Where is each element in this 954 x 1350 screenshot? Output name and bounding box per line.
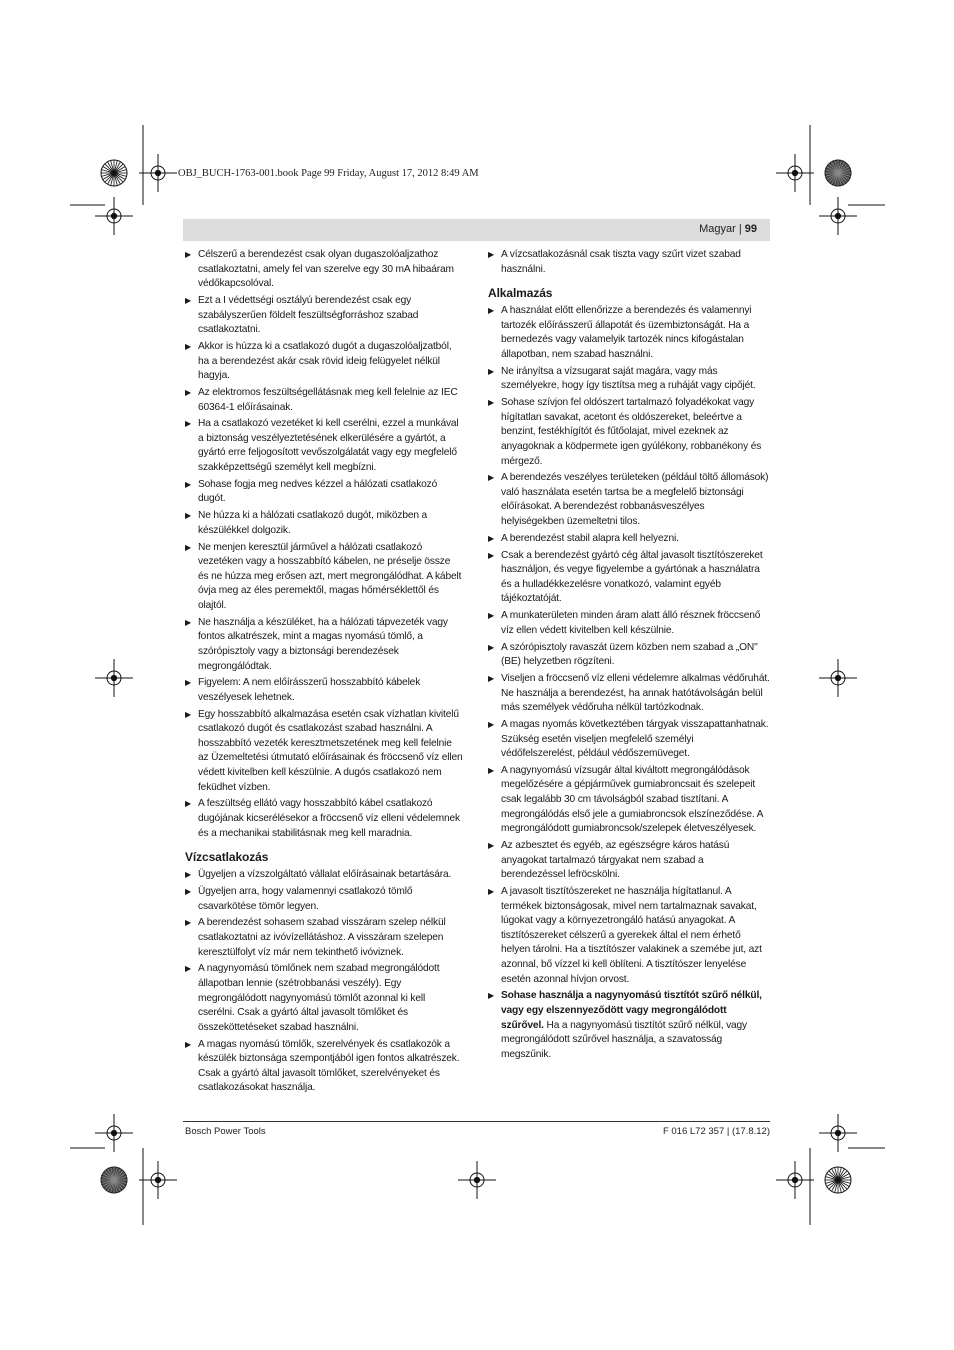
section-heading-usage: Alkalmazás [488,286,553,301]
list-item-text: A magas nyomású tömlők, szerelvények és csatlakozók a készülék biztonsága szempontjából igen fontos alkatrészek. Csak a gyártó által javasolt tömlőket, szerelvényeket és csatlakozásokat használja. [198,1038,460,1094]
footer-code: F 016 L72 357 | (17.8.12) [662,1126,770,1137]
list-item [185,676,463,705]
list-item [488,989,770,1062]
list-item [185,868,463,883]
list-item-text: Ne húzza ki a hálózati csatlakozó dugót, miközben a készülékkel dolgozik. [198,510,428,536]
list-item [185,417,463,475]
list-item-text: A berendezést sohasem szabad visszáram szelep nélkül csatlakoztatni az ivóvízellátáshoz. A visszáram szelepen keresztülfolyt víz már nem tekinthető ivóviznek. [198,917,446,958]
list-item-text: Ha a csatlakozó vezetéket ki kell cserélni, ezzel a munkával a biztonság veszélyeztetésének elkerülésére a gyártót, a gyártó erre feljogosított vevőszolgálatát vagy egy megfelelő szakképzettségű személyt kell megbízni. [198,418,459,474]
list-item [488,549,770,607]
list-item-text: Az azbesztet és egyéb, az egészségre káros hatású anyagokat tartalmazó tárgyakat nem szabad a berendezéssel lefröcskölni. [501,840,730,881]
bullet-arrow-icon: ▶ [488,550,495,560]
section-heading-water-connection: Vízcsatlakozás [185,850,269,865]
list-item-text: Ne használja a készüléket, ha a hálózati tápvezeték vagy fontos alkatrészek, mint a magas nyomású tömlő, a szórópisztoly vagy a biztonsági berendezések megrongálódtak. [198,616,448,672]
header-text [699,223,757,235]
bullet-arrow-icon: ▶ [185,511,192,521]
bullet-arrow-icon: ▶ [488,719,495,729]
bullet-arrow-icon: ▶ [185,542,192,552]
list-item [185,478,463,507]
list-item-text: A nagynyomású tömlőnek nem szabad megrongálódott állapotban lennie (szétrobbanási veszély). Egy megrongálódott nagynyomású tömlőt azonnal ki kell cserélni. Csak a gyártó által javasolt tömlőket és összeköttetéseket szabad használni. [198,963,440,1033]
list-item [185,248,463,292]
list-item-text: A feszültség ellátó vagy hosszabbító kábel csatlakozó dugójának kicserélésekor a fröccsenő víz elleni védelemnek és a mechanikai stabilitásnak meg kell maradnia. [198,798,460,839]
footer-brand: Bosch Power Tools [185,1126,266,1137]
list-item-text: Ezt a I védettségi osztályú berendezést csak egy szabályszerűen földelt feszültségforráshoz szabad csatlakoztatni. [198,294,419,336]
list-item-text: Viseljen a fröccsenő víz elleni védelemre alkalmas védőruhát. Ne használja a berendezést, ha annak hatótávolságán belül más személyek védőruha nélkül tartózkodnak. [501,672,770,714]
list-item [185,541,463,614]
bullet-arrow-icon: ▶ [488,250,495,259]
list-item [185,708,463,796]
water-list-continued [488,248,770,277]
list-item [185,340,463,384]
safety-list [185,248,463,841]
list-item [488,471,770,529]
list-item [488,718,770,762]
list-item-text: A berendezés veszélyes területeken (például töltő állomások) való használata esetén tartsa be a megfelelő biztonsági előírásokat. A berendezést robbanásveszélyes helyiségekben üzemeltetni tilos. [501,472,769,528]
list-item [185,294,463,338]
print-info-line: OBJ_BUCH-1763-001.book Page 99 Friday, August 17, 2012 8:49 AM [178,168,479,179]
list-item-text: Figyelem: A nem előírásszerű hosszabbító kábelek veszélyesek lehetnek. [198,677,421,703]
list-item [488,609,770,638]
bullet-arrow-icon: ▶ [488,765,495,775]
bullet-arrow-icon: ▶ [488,841,495,851]
filter-warning-bold: Sohase használja a nagynyomású tisztítót szűrő nélkül, vagy egy elszennyeződött vagy megrongálódott szűrővel. [501,990,762,1031]
list-item-text: Akkor is húzza ki a csatlakozó dugót a dugaszolóaljzatból, ha a berendezést akár csak rövid ideig felügyelet nélkül hagyja. [198,340,452,382]
usage-list [488,304,770,987]
bullet-arrow-icon: ▶ [185,295,192,305]
list-item [185,885,463,914]
bullet-arrow-icon: ▶ [488,611,495,621]
header-language: Magyar [699,223,736,235]
list-item-text: Csak a berendezést gyártó cég által javasolt tisztítószereket használjon, és vegye figyelembe a gyártónak a használatra és a hulladékkezelésre vonatkozó, valamint egyéb tájékoztatóját. [501,549,763,605]
bullet-arrow-icon: ▶ [185,918,192,928]
list-item-text: Ügyeljen a vízszolgáltató vállalat előírásainak betartására. [198,869,452,881]
bullet-arrow-icon: ▶ [488,473,495,483]
list-item [185,616,463,674]
bullet-arrow-icon: ▶ [185,678,192,688]
right-column [488,248,770,1065]
filter-warning-list [488,989,770,1062]
list-item [185,962,463,1035]
bullet-arrow-icon: ▶ [185,479,192,489]
list-item-text: Ne irányítsa a vízsugarat saját magára, vagy más személyekre, hogy így tisztítsa meg a ruháját vagy cipőjét. [501,365,756,392]
list-item [185,916,463,960]
list-item [488,396,770,469]
bullet-arrow-icon: ▶ [185,250,192,259]
bullet-arrow-icon: ▶ [185,617,192,627]
list-item-text: Sohase szívjon fel oldószert tartalmazó folyadékokat vagy hígítatlan savakat, acetont és oldószereket, beleértve a benzint, festékhígítót és fűtőolajat, mivel ezeknek az anyagoknak a ködpermete igen gyúlékony, robbanékony és mérgező. [501,397,762,467]
bullet-arrow-icon: ▶ [185,387,192,397]
bullet-arrow-icon: ▶ [185,1039,192,1049]
bullet-arrow-icon: ▶ [185,341,192,351]
list-item-text: Ügyeljen arra, hogy valamennyi csatlakozó tömlő csavarkötése tömör legyen. [198,886,413,912]
bullet-arrow-icon: ▶ [185,964,192,974]
bullet-arrow-icon: ▶ [185,870,192,880]
list-item [488,532,770,547]
footer-divider [183,1121,770,1122]
list-item-text: Célszerű a berendezést csak olyan dugaszolóaljzathoz csatlakoztatni, amely fel van szerelve egy 30 mA hibaáram védőkapcsolóval. [198,249,454,290]
bullet-arrow-icon: ▶ [488,533,495,543]
bullet-arrow-icon: ▶ [185,887,192,896]
list-item [488,672,770,716]
list-item [488,764,770,837]
header-separator: | [735,223,745,235]
list-item-text: A használat előtt ellenőrizze a berendezés és valamennyi tartozék előírásszerű állapotát és üzembiztonságát. Ha a bernedezés vagy valamelyik tartozék nincs kifogástalan állapotban, nem szabad használni. [501,305,752,360]
bullet-arrow-icon: ▶ [488,366,495,376]
bullet-arrow-icon: ▶ [488,887,495,896]
bullet-arrow-icon: ▶ [488,673,495,683]
left-column [185,248,463,1098]
bullet-arrow-icon: ▶ [185,419,192,429]
list-item [185,386,463,415]
bullet-arrow-icon: ▶ [488,642,495,652]
list-item [185,797,463,841]
bullet-arrow-icon: ▶ [488,306,495,316]
page-header [183,219,770,241]
list-item-text: A vízcsatlakozásnál csak tiszta vagy szűrt vizet szabad használni. [501,249,741,275]
list-item-text: A munkaterületen minden áram alatt álló résznek fröccsenő víz ellen védett kivitelben kell készülnie. [501,610,761,636]
filter-warning-text: Ha a nagynyomású tisztítót szűrő nélkül, vagy megrongálódott szűrővel használja, a szavatosság megszűnik. [501,1019,747,1060]
list-item-text: A magas nyomás következtében tárgyak visszapattanhatnak. Szükség esetén viseljen megfelelő személyi védőfelszerelést, például védőszemüveget. [501,718,769,760]
list-item [488,248,770,277]
list-item [488,641,770,670]
list-item-text: A javasolt tisztítószereket ne használja hígítatlanul. A termékek biztonságosak, mivel nem tartalmaznak savakat, lúgokat vagy a környezetrongáló hatású anyagokat. A tisztítószereket célszerű a gyerekek által el nem érhető helyen tárolni. Ha a tisztítószer valakinek a szemébe jut, azt azonnal, bő vízzel ki kell öblíteni. A tisztítószer lenyelése esetén azonnal hívjon orvost. [501,886,762,985]
bullet-arrow-icon: ▶ [185,799,192,809]
list-item [488,885,770,987]
list-item [488,365,770,394]
list-item [185,1038,463,1096]
water-connection-list [185,868,463,1096]
bullet-arrow-icon: ▶ [185,709,192,719]
list-item [488,839,770,883]
bullet-arrow-icon: ▶ [488,991,495,1001]
list-item-text: Egy hosszabbító alkalmazása esetén csak vízhatlan kivitelű csatlakozó dugót és csatlakozást szabad használni. A hosszabbító vezeték keresztmetszetének meg kell felelnie az Üzemeltetési útmutató előírásainak és fröccsenő víz ellen védett kivitelben kell készülnie. A dugós csatlakozó nem feküdhet vízben. [198,708,463,793]
list-item-text: A berendezést stabil alapra kell helyezni. [501,532,679,544]
list-item-text: Az elektromos feszültségellátásnak meg kell felelnie az IEC 60364-1 előírásainak. [198,386,458,413]
list-item-text: Ne menjen keresztül járművel a hálózati csatlakozó vezetéken vagy a hosszabbító kábelen, ne préselje össze és ne húzza meg erősen azt, mert megrongálódhat. A kábelt óvja meg az éles peremektől, magas hőmérséklettől és olajtól. [198,541,462,611]
bullet-arrow-icon: ▶ [488,398,495,408]
list-item-text: A nagynyomású vízsugár által kiváltott megrongálódások megelőzésére a gépjárművek gumiabroncsait és szelepeit csak legalább 30 cm távolságból szabad tisztítani. A megrongálódás első jele a gumiabroncsok elszíneződése. A megrongálódott gumiabroncsok/szelepek életveszélyesek. [501,764,763,835]
list-item-text: A szórópisztoly ravaszát üzem közben nem szabad a „ON" (BE) helyzetben rögzíteni. [501,641,758,668]
list-item-text: Sohase fogja meg nedves kézzel a hálózati csatlakozó dugót. [198,478,438,505]
list-item [488,304,770,362]
page-number: 99 [744,223,757,235]
list-item [185,509,463,538]
